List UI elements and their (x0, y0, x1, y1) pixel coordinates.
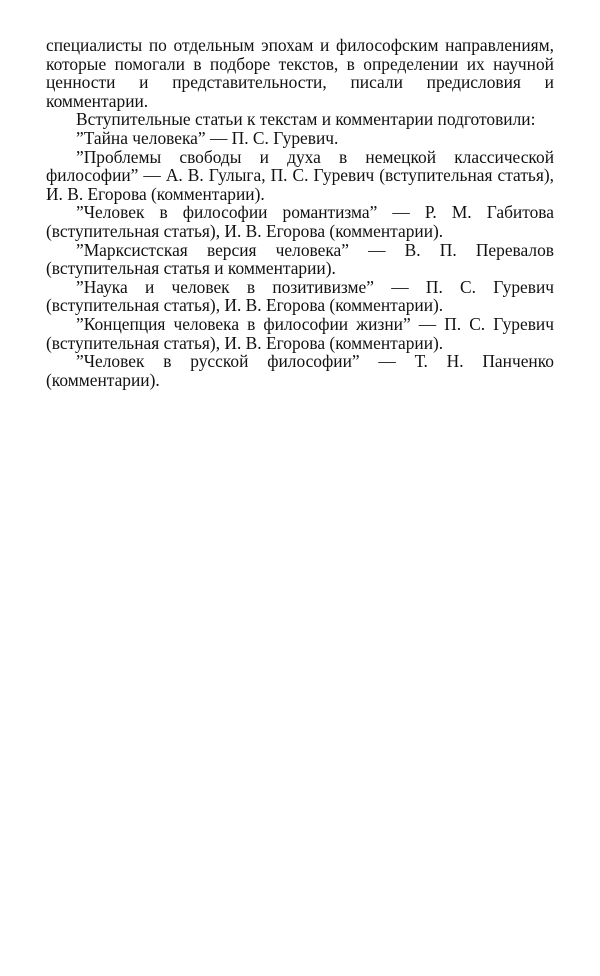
paragraph-authors-intro: Вступительные статьи к текстам и комментарии подготовили: (76, 109, 536, 130)
paragraph-intro-continuation: специалисты по отдельным эпохам и философским направлениям, которые помогали в подборе текстов, в определении их научной ценности и представительности, писали предисловия и комментарии. (46, 35, 554, 111)
paragraph-credit-6: ”Концепция человека в философии жизни” — П. С. Гуревич (вступительная статья), И. В. Егорова (комментарии). (46, 313, 554, 353)
paragraph-credit-4: ”Марксистская версия человека” — В. П. Перевалов (вступительная статья и комментарии). (46, 239, 554, 279)
paragraph-credit-5: ”Наука и человек в позитивизме” — П. С. Гуревич (вступительная статья), И. В. Егорова (комментарии). (46, 276, 554, 316)
paragraph-credit-7: ”Человек в русской философии” — Т. Н. Панченко (комментарии). (46, 351, 554, 390)
page-text-block (46, 36, 554, 389)
paragraph-credit-3: ”Человек в философии романтизма” — Р. М. Габитова (вступительная статья), И. В. Егорова (комментарии). (46, 202, 554, 241)
paragraph-credit-2: ”Проблемы свободы и духа в немецкой классической философии” — А. В. Гулыга, П. С. Гуревич (вступительная статья), И. В. Егорова (комментарии). (46, 146, 554, 204)
paragraph-credit-1: ”Тайна человека” — П. С. Гуревич. (76, 127, 339, 148)
